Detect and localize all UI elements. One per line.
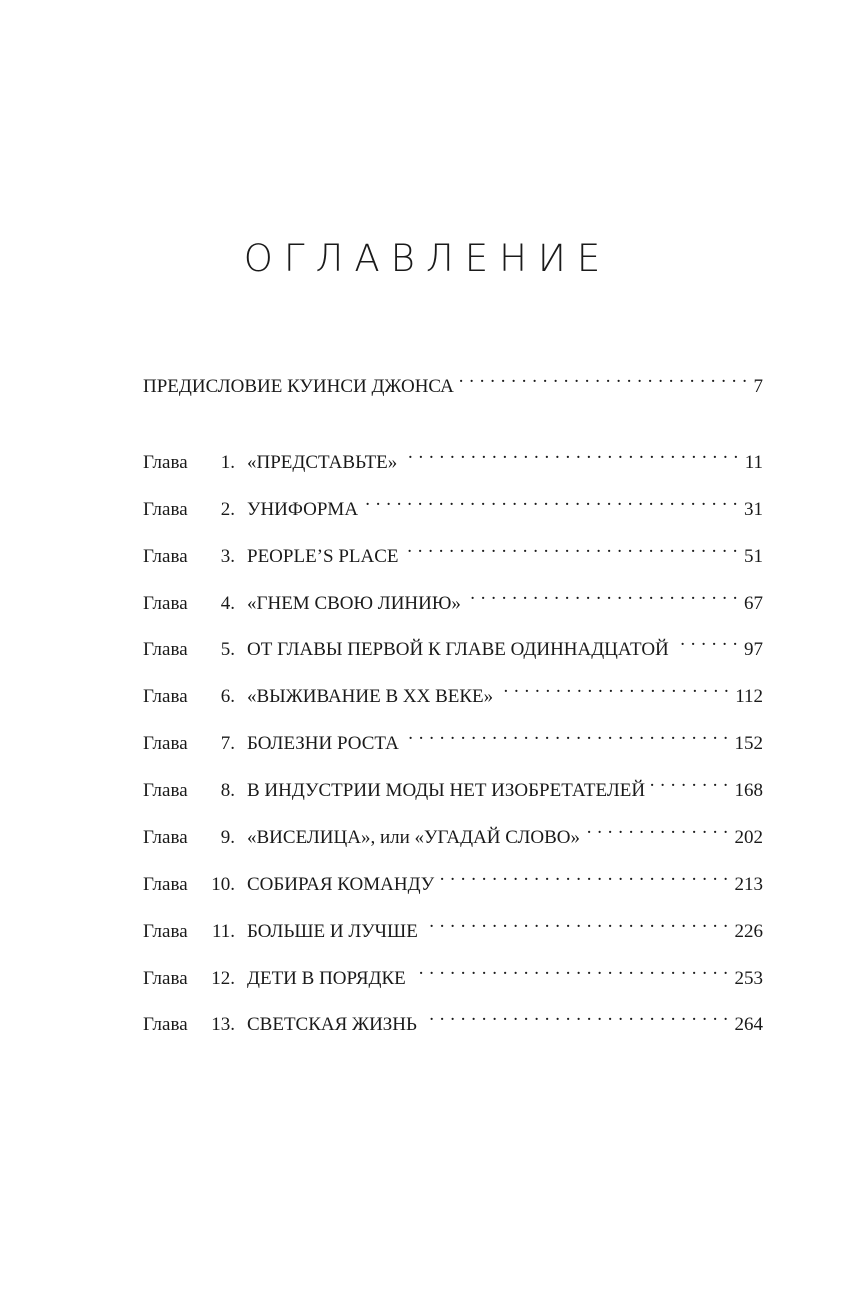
chapter-title: PEOPLE’S PLACE: [247, 546, 399, 567]
chapter-number: 8.: [220, 780, 235, 801]
page-number: 11: [744, 452, 763, 473]
toc-entry-chapter-6[interactable]: [143, 672, 763, 707]
page-title: ОГЛАВЛЕНИЕ: [243, 237, 612, 280]
toc-entry-chapter-3[interactable]: [143, 532, 763, 567]
chapter-word: Глава: [143, 968, 188, 989]
page-number: 152: [734, 733, 763, 754]
chapter-title: ДЕТИ В ПОРЯДКЕ: [247, 968, 406, 989]
chapter-word: Глава: [143, 780, 188, 801]
page-number: 97: [744, 639, 763, 660]
chapter-title: «ВЫЖИВАНИЕ В XX ВЕКЕ»: [247, 686, 494, 707]
chapter-title: БОЛЕЗНИ РОСТА: [247, 733, 399, 754]
chapter-number: 2.: [220, 499, 235, 520]
chapter-title: БОЛЬШЕ И ЛУЧШЕ: [247, 921, 418, 942]
chapter-word: Глава: [143, 921, 188, 942]
page-number: 31: [744, 499, 763, 520]
page-number: 253: [734, 968, 763, 989]
chapter-word: Глава: [143, 686, 188, 707]
dot-leader: [467, 579, 738, 609]
chapter-word: Глава: [143, 874, 188, 895]
toc-entry-chapter-8[interactable]: [143, 766, 763, 801]
chapter-word: Глава: [143, 1014, 188, 1035]
toc-entry-chapter-12[interactable]: [143, 954, 763, 989]
dot-leader: [460, 362, 748, 392]
chapter-word: Глава: [143, 733, 188, 754]
chapter-number: 1.: [220, 452, 235, 473]
chapter-number: 12.: [211, 968, 235, 989]
chapter-word: Глава: [143, 639, 188, 660]
dot-leader: [586, 813, 729, 843]
chapter-title: «ПРЕДСТАВЬТЕ»: [247, 452, 398, 473]
dot-leader: [440, 860, 728, 890]
toc-entry-preface[interactable]: [143, 362, 763, 397]
preface-title: ПРЕДИСЛОВИЕ КУИНСИ ДЖОНСА: [143, 376, 454, 397]
page-number: 67: [744, 593, 763, 614]
toc-entry-chapter-9[interactable]: [143, 813, 763, 848]
toc-entry-chapter-1[interactable]: [143, 438, 763, 473]
page-number: 202: [734, 827, 763, 848]
chapter-number: 5.: [220, 639, 235, 660]
chapter-word: Глава: [143, 593, 188, 614]
chapter-title: СВЕТСКАЯ ЖИЗНЬ: [247, 1014, 417, 1035]
page-number: 7: [753, 376, 763, 397]
page-number: 213: [734, 874, 763, 895]
page-number: 51: [744, 546, 763, 567]
chapter-title: СОБИРАЯ КОМАНДУ: [247, 874, 435, 895]
chapter-number: 6.: [220, 686, 235, 707]
page-number: 264: [734, 1014, 763, 1035]
chapter-number: 9.: [220, 827, 235, 848]
dot-leader: [405, 532, 739, 562]
toc-entry-chapter-10[interactable]: [143, 860, 763, 895]
dot-leader: [364, 485, 738, 515]
dot-leader: [499, 672, 729, 702]
chapter-title: «ВИСЕЛИЦА», или «УГАДАЙ СЛОВО»: [247, 827, 580, 848]
chapter-number: 10.: [211, 874, 235, 895]
chapter-title: В ИНДУСТРИИ МОДЫ НЕТ ИЗОБРЕТАТЕЛЕЙ: [247, 780, 646, 801]
toc-entry-chapter-4[interactable]: [143, 579, 763, 614]
toc-entry-chapter-2[interactable]: [143, 485, 763, 520]
toc-entry-chapter-11[interactable]: [143, 907, 763, 942]
dot-leader: [675, 625, 738, 655]
chapter-word: Глава: [143, 452, 188, 473]
dot-leader: [405, 719, 729, 749]
dot-leader: [424, 907, 729, 937]
chapter-number: 3.: [220, 546, 235, 567]
toc-entry-chapter-13[interactable]: [143, 1000, 763, 1035]
chapter-word: Глава: [143, 546, 188, 567]
chapter-title: «ГНЕМ СВОЮ ЛИНИЮ»: [247, 593, 461, 614]
chapter-number: 4.: [220, 593, 235, 614]
chapter-number: 13.: [211, 1014, 235, 1035]
page-number: 112: [735, 686, 763, 707]
chapter-number: 11.: [211, 921, 235, 942]
dot-leader: [423, 1000, 729, 1030]
dot-leader: [403, 438, 738, 468]
page-number: 168: [734, 780, 763, 801]
dot-leader: [412, 954, 729, 984]
page-number: 226: [734, 921, 763, 942]
chapter-number: 7.: [220, 733, 235, 754]
chapter-word: Глава: [143, 827, 188, 848]
toc-entry-chapter-7[interactable]: [143, 719, 763, 754]
chapter-word: Глава: [143, 499, 188, 520]
toc-entry-chapter-5[interactable]: [143, 625, 763, 660]
dot-leader: [651, 766, 728, 796]
chapter-title: УНИФОРМА: [247, 499, 359, 520]
chapter-title: ОТ ГЛАВЫ ПЕРВОЙ К ГЛАВЕ ОДИННАДЦАТОЙ: [247, 639, 669, 660]
